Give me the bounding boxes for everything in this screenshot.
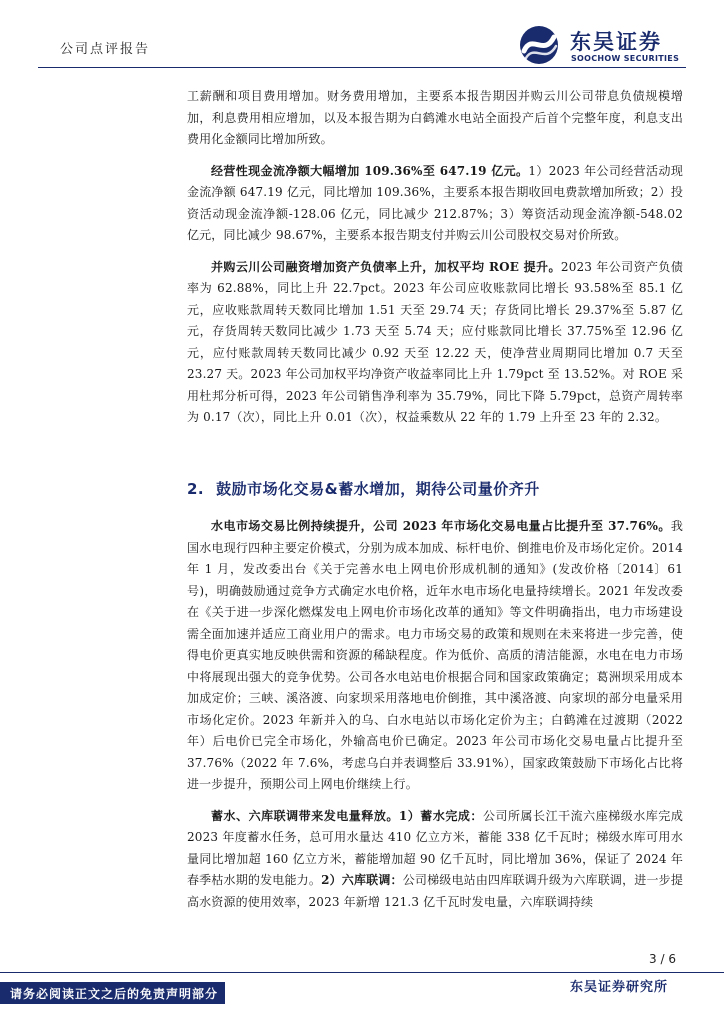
- section-title: 鼓励市场化交易&蓄水增加，期待公司量价齐升: [216, 480, 540, 498]
- paragraph-cashflow: [187, 161, 683, 247]
- paragraph-lead: 蓄水、六库联调带来发电量释放。1）蓄水完成：: [211, 808, 483, 823]
- disclaimer-text: 请务必阅读正文之后的免责声明部分: [10, 987, 219, 1001]
- paragraph-storage: [187, 806, 683, 914]
- paragraph-text: 公司所属长江干流六座梯级水库完成 2023 年度蓄水任务，总可用水量达 410 亿立方米，蓄能 338 亿千瓦时；梯级水库可用水量同比增加超 160 亿立方米，蓄能增加超 90 亿千瓦时，同比增加 36%，保证了 2024 年春季枯水期的发电能力。: [187, 808, 684, 887]
- header-divider: [38, 67, 686, 68]
- paragraph-text: 我国水电现行四种主要定价模式，分别为成本加成、标杆电价、倒推电价及市场化定价。2014 年 1 月，发改委出台《关于完善水电上网电价形成机制的通知》(发改价格〔2014〕61 号)，明确鼓励通过竞争方式确定水电价格，近年水电市场化电量持续增长。2021 年发改委在《关于进一步深化燃煤发电上网电价市场化改革的通知》等文件明确指出，电力市场建设需全面加速并适应工商业用户的需求。电力市场交易的政策和规则在未来将进一步完善，使得电价更真实地反映供需和资源的稀缺程度。作为低价、高质的清洁能源，水电在电力市场中将展现出强大的竞争优势。公司各水电站电价根据合同和国家政策确定；葛洲坝采用成本加成定价；三峡、溪洛渡、向家坝采用落地电价倒推，其中溪洛渡、向家坝的部分电量采用市场化定价。2023 年新并入的乌、白水电站以市场化定价为主；白鹤滩在过渡期（2022 年）后电价已完全市场化，外输高电价已确定。2023 年公司市场化交易电量占比提升至 37.76%（2022 年 7.6%，考虑乌白并表调整后 33.91%），国家政策鼓励下市场化占比将进一步提升，预期公司上网电价继续上行。: [187, 519, 683, 791]
- disclaimer-banner: [0, 982, 225, 1004]
- paragraph-text: 工薪酬和项目费用增加。财务费用增加，主要系本报告期因并购云川公司带息负债规模增加，利息费用相应增加，以及本报告期为白鹤滩水电站全面投产后首个完整年度，利息支出费用化金额同比增加所致。: [187, 89, 683, 146]
- paragraph-roe: [187, 257, 683, 429]
- section-content: [187, 516, 683, 923]
- paragraph-text: 公司梯级电站由四库联调升级为六库联调，进一步提高水资源的使用效率，2023 年新增 121.3 亿千瓦时发电量，六库联调持续: [187, 873, 684, 909]
- page-number: 3 / 6: [649, 952, 676, 966]
- section-number: 2.: [187, 480, 205, 498]
- logo-english-name: SOOCHOW SECURITIES: [571, 54, 680, 63]
- company-logo: [518, 24, 688, 66]
- paragraph-market-trading: [187, 516, 683, 796]
- paragraph-text: 1）2023 年公司经营活动现金流净额 647.19 亿元，同比增加 109.36%，主要系本报告期收回电费款增加所致；2）投资活动现金流净额-128.06 亿元，同比减少 212.87%；3）筹资活动现金流净额-548.02 亿元，同比减少 98.67%，主要系本报告期支付并购云川公司股权交易对价所致。: [187, 163, 683, 242]
- paragraph-lead: 水电市场交易比例持续提升，公司 2023 年市场化交易电量占比提升至 37.76%。: [211, 519, 671, 533]
- section-heading: [187, 478, 683, 499]
- footer-divider: [0, 972, 724, 973]
- paragraph-expenses: [187, 86, 683, 151]
- institute-name: 东吴证券研究所: [569, 980, 668, 995]
- main-content: [187, 86, 683, 439]
- logo-chinese-name: 东吴证券: [570, 30, 662, 54]
- paragraph-lead: 并购云川公司融资增加资产负债率上升，加权平均 ROE 提升。: [211, 259, 561, 274]
- paragraph-text: 2023 年公司资产负债率为 62.88%，同比上升 22.7pct。2023 年公司应收账款同比增长 93.58%至 85.1 亿元，应收账款周转天数同比增加 1.51 天至 29.74 天；存货同比增长 29.37%至 5.87 亿元，存货周转天数同比减少 1.73 天至 5.74 天；应付账款同比增长 37.75%至 12.96 亿元，应付账款周转天数同比减少 0.92 天至 12.22 天，使净营业周期同比增加 0.7 天至 23.27 天。2023 年公司加权平均净资产收益率同比上升 1.79pct 至 13.52%。对 ROE 采用杜邦分析可得，2023 年公司销售净利率为 35.79%，同比下降 5.79pct，总资产周转率为 0.17（次），同比上升 0.01（次），权益乘数从 22 年的 1.79 上升至 23 年的 2.32。: [187, 259, 683, 424]
- paragraph-lead: 2）六库联调：: [321, 873, 403, 887]
- report-type-label: 公司点评报告: [60, 42, 151, 57]
- paragraph-lead: 经营性现金流净额大幅增加 109.36%至 647.19 亿元。: [211, 163, 529, 178]
- soochow-logo-icon: [518, 24, 564, 66]
